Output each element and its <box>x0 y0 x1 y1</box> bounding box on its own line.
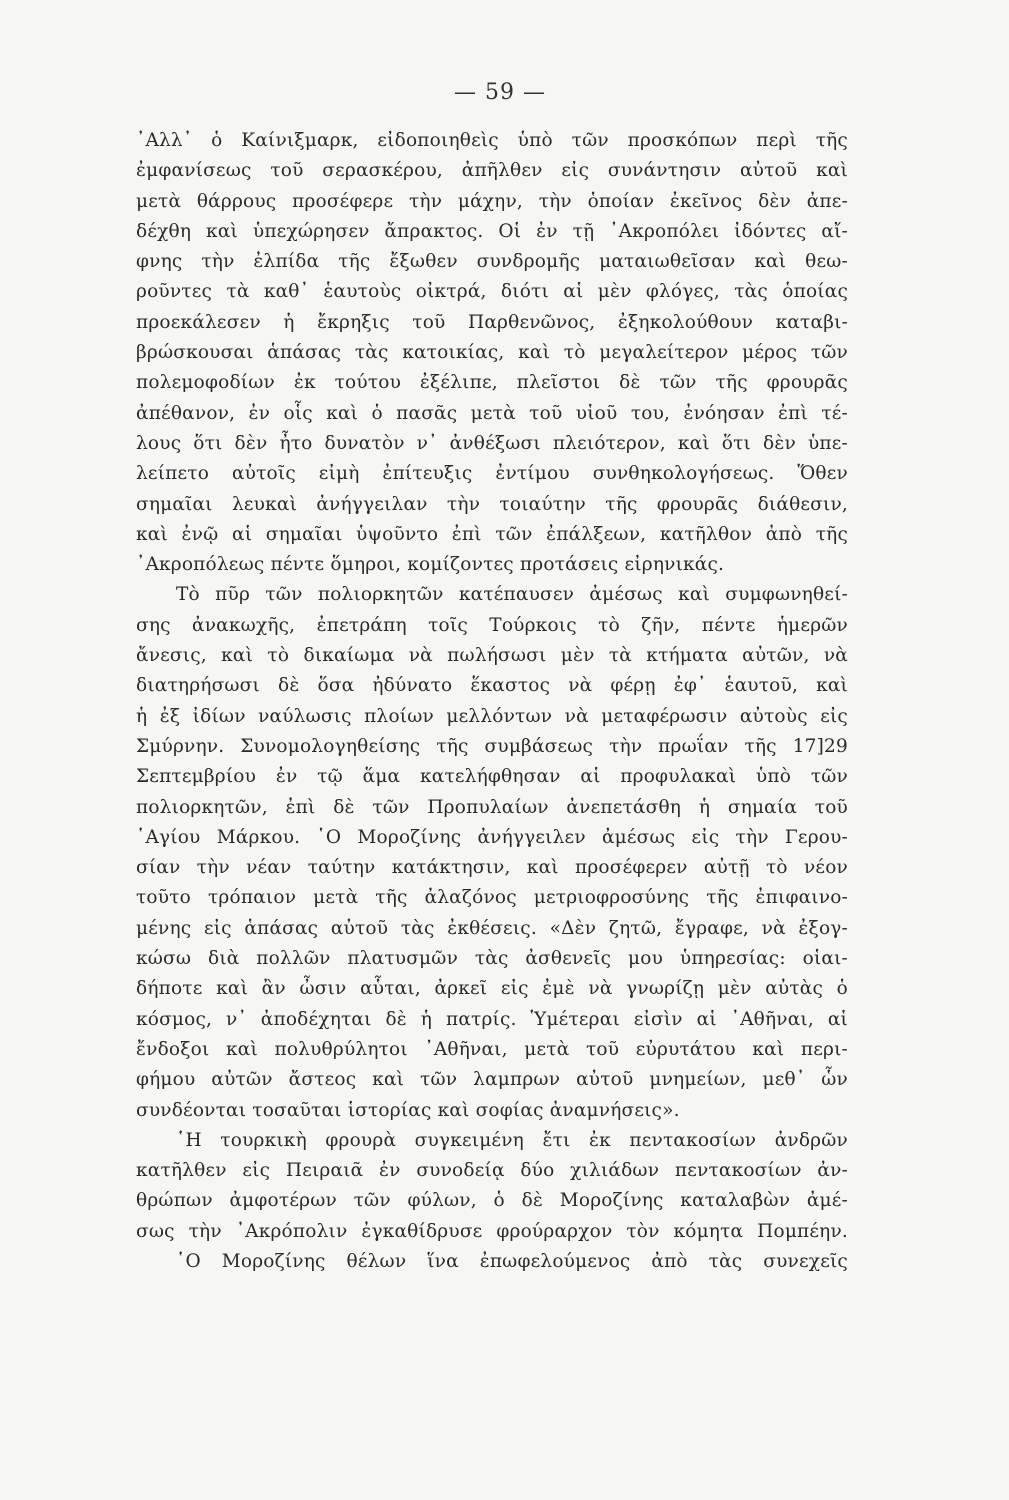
text-line: τοῦτο τρόπαιον μετὰ τῆς ἀλαζόνος μετριοφροσύνης τῆς ἐπιφαινο- <box>136 887 848 909</box>
text-line: φνης τὴν ἐλπίδα τῆς ἔξωθεν συνδρομῆς ματαιωθεῖσαν καὶ θεω- <box>136 251 848 273</box>
text-line: ἔνδοξοι καὶ πολυθρύλητοι ᾿Αθῆναι, μετὰ τοῦ εὐρυτάτου καὶ περι- <box>136 1038 848 1060</box>
text-line: διατηρήσωσι δὲ ὅσα ἠδύνατο ἕκαστος νὰ φέρῃ ἐφ᾿ ἑαυτοῦ, καὶ <box>136 675 848 697</box>
text-line: δήποτε καὶ ἂν ὦσιν αὗται, ἀρκεῖ εἰς ἐμὲ νὰ γνωρίζῃ μὲν αὐτὰς ὁ <box>136 978 848 1000</box>
text-line: ἡ ἐξ ἰδίων ναύλωσις πλοίων μελλόντων νὰ μεταφέρωσιν αὐτοὺς εἰς <box>136 705 848 727</box>
text-line: κώσω διὰ πολλῶν πλατυσμῶν τὰς ἀσθενεῖς μου ὑπηρεσίας: οἱαι- <box>136 948 848 970</box>
text-line: πολιορκητῶν, ἐπὶ δὲ τῶν Προπυλαίων ἀνεπετάσθη ἡ σημαία τοῦ <box>136 796 848 818</box>
text-line: λείπετο αὐτοῖς εἰμὴ ἐπίτευξις ἐντίμου συνθηκολογήσεως. Ὅθεν <box>136 463 848 485</box>
text-line: καὶ ἐνῷ αἱ σημαῖαι ὑψοῦντο ἐπὶ τῶν ἐπάλξεων, κατῆλθον ἀπὸ τῆς <box>136 523 848 545</box>
text-line: ᾿Ακροπόλεως πέντε ὅμηροι, κομίζοντες προτάσεις εἰρηνικάς. <box>136 554 725 576</box>
text-line: ροῦντες τὰ καθ᾿ ἑαυτοὺς οἰκτρά, διότι αἱ μὲν φλόγες, τὰς ὁποίας <box>136 281 848 303</box>
text-line: σης ἀνακωχῆς, ἐπετράπη τοῖς Τούρκοις τὸ ζῆν, πέντε ἡμερῶν <box>136 614 848 636</box>
text-line: σίαν τὴν νέαν ταύτην κατάκτησιν, καὶ προσέφερεν αὐτῇ τὸ νέον <box>136 857 848 879</box>
text-line: Σμύρνην. Συνομολογηθείσης τῆς συμβάσεως τὴν πρωΐαν τῆς 17]29 <box>136 735 848 757</box>
text-line: λους ὅτι δὲν ἦτο δυνατὸν ν᾿ ἀνθέξωσι πλειότερον, καὶ ὅτι δὲν ὑπε- <box>136 432 848 454</box>
text-line: ἐμφανίσεως τοῦ σερασκέρου, ἀπῆλθεν εἰς συνάντησιν αὐτοῦ καὶ <box>136 160 848 182</box>
text-line: προεκάλεσεν ἡ ἔκρηξις τοῦ Παρθενῶνος, ἐξηκολούθουν καταβι- <box>136 311 848 333</box>
text-line: ἀπέθανον, ἐν οἷς καὶ ὁ πασᾶς μετὰ τοῦ υἱοῦ του, ἐνόησαν ἐπὶ τέ- <box>136 402 848 424</box>
text-line: συνδέονται τοσαῦται ἱστορίας καὶ σοφίας ἀναμνήσεις». <box>136 1099 680 1121</box>
text-line: δέχθη καὶ ὑπεχώρησεν ἄπρακτος. Οἱ ἐν τῇ ᾿Ακροπόλει ἰδόντες αἴ- <box>136 220 848 242</box>
text-line: κατῆλθεν εἰς Πειραιᾶ ἐν συνοδείᾳ δύο χιλιάδων πεντακοσίων ἀν- <box>136 1160 848 1182</box>
text-line: μετὰ θάρρους προσέφερε τὴν μάχην, τὴν ὁποίαν ἐκεῖνος δὲν ἀπε- <box>136 190 848 212</box>
text-line: πολεμοφοδίων ἐκ τούτου ἐξέλιπε, πλεῖστοι δὲ τῶν τῆς φρουρᾶς <box>136 372 848 394</box>
text-line: Τὸ πῦρ τῶν πολιορκητῶν κατέπαυσεν ἀμέσως καὶ συμφωνηθεί- <box>176 584 848 606</box>
text-line: φήμου αὐτῶν ἄστεος καὶ τῶν λαμπρων αὐτοῦ μνημείων, μεθ᾿ ὧν <box>136 1069 848 1091</box>
page-number: — 59 — <box>454 80 546 105</box>
text-line: ῾Αγίου Μάρκου. ῾Ο Μοροζίνης ἀνήγγειλεν ἀμέσως εἰς τὴν Γερου- <box>136 826 848 848</box>
text-line: Σεπτεμβρίου ἐν τῷ ἅμα κατελήφθησαν αἱ προφυλακαὶ ὑπὸ τῶν <box>136 766 848 788</box>
text-line: ῾Η τουρκικὴ φρουρὰ συγκειμένη ἔτι ἐκ πεντακοσίων ἀνδρῶν <box>176 1129 848 1151</box>
text-line: ἄνεσις, καὶ τὸ δικαίωμα νὰ πωλήσωσι μὲν τὰ κτήματα αὐτῶν, νὰ <box>136 645 848 667</box>
text-line: κόσμος, ν᾿ ἀποδέχηται δὲ ἡ πατρίς. Ὑμέτεραι εἰσὶν αἱ ᾿Αθῆναι, αἱ <box>136 1008 848 1030</box>
text-line: ᾿Αλλ᾿ ὁ Καίνιξμαρκ, εἰδοποιηθεὶς ὑπὸ τῶν προσκόπων περὶ τῆς <box>136 130 848 151</box>
text-line: μένης εἰς ἁπάσας αὐτοῦ τὰς ἐκθέσεις. «Δὲν ζητῶ, ἔγραφε, νὰ ἐξογ- <box>136 917 848 939</box>
text-line: ῾Ο Μοροζίνης θέλων ἵνα ἐπωφελούμενος ἀπὸ τὰς συνεχεῖς <box>176 1250 848 1272</box>
text-line: θρώπων ἀμφοτέρων τῶν φύλων, ὁ δὲ Μοροζίνης καταλαβὼν ἀμέ- <box>136 1190 848 1212</box>
text-line: σημαῖαι λευκαὶ ἀνήγγειλαν τὴν τοιαύτην τῆς φρουρᾶς διάθεσιν, <box>136 493 848 515</box>
text-line: βρώσκουσαι ἁπάσας τὰς κατοικίας, καὶ τὸ μεγαλείτερον μέρος τῶν <box>136 342 848 364</box>
body-text <box>136 126 848 1277</box>
text-line: σως τὴν ᾿Ακρόπολιν ἐγκαθίδρυσε φρούραρχον τὸν κόμητα Πομπέην. <box>136 1220 848 1242</box>
